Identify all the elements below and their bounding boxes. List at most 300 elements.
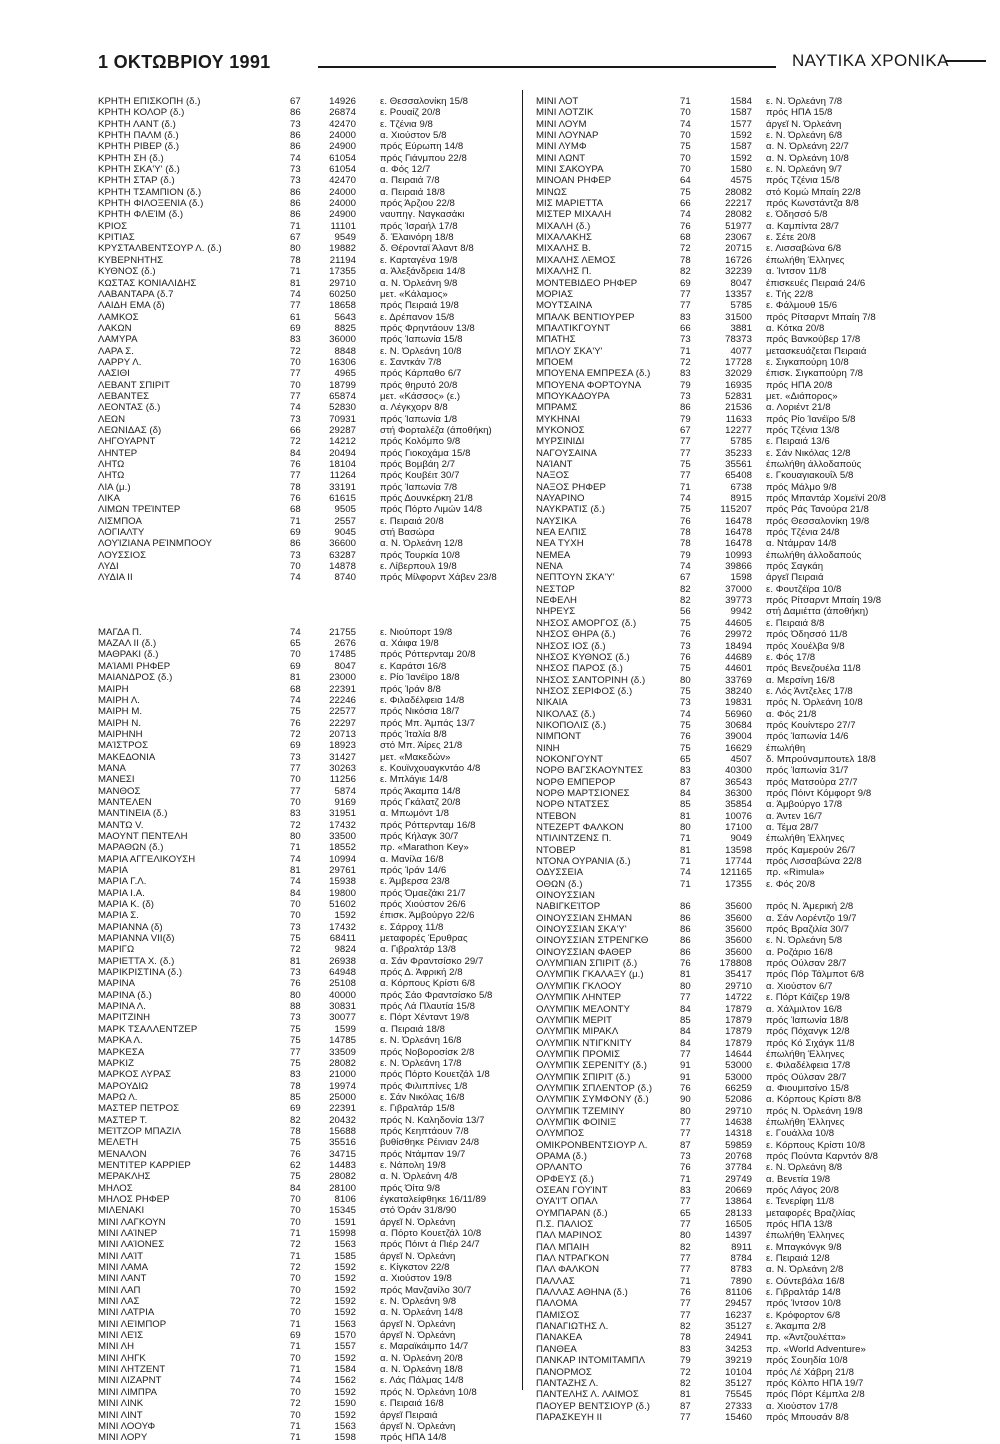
ship-row xyxy=(98,175,518,186)
ship-position: πρός Ίσραήλ 17/8 xyxy=(380,220,458,232)
ship-position: πρός Σάο Φραντσίσκο 5/8 xyxy=(380,989,493,1001)
ship-row xyxy=(530,1389,970,1400)
ship-name: ΜΑΡΙΝΑ xyxy=(98,978,136,990)
ship-tonnage: 35854 xyxy=(725,799,752,811)
ship-row xyxy=(530,1367,970,1378)
ship-position: μετ. «Διάπορος» xyxy=(766,390,838,402)
ship-year: 74 xyxy=(290,876,301,888)
ship-name: ΜΑΡΙΕΤΤΑ Χ. (δ.) xyxy=(98,955,175,967)
ship-name: ΠΑΛ ΝΤΡΑΓΚΟΝ xyxy=(536,1253,610,1265)
ship-tonnage: 53000 xyxy=(725,1060,752,1072)
ship-row xyxy=(98,865,518,876)
ship-tonnage: 1592 xyxy=(334,1386,356,1398)
ship-position: βυθίσθηκε Ρέινιαν 24/8 xyxy=(380,1137,480,1149)
ship-tonnage: 9045 xyxy=(334,527,356,539)
ship-row xyxy=(98,243,518,254)
ship-tonnage: 12277 xyxy=(725,424,752,436)
ship-position: ε. Πόρτ Κάϊζερ 19/8 xyxy=(766,992,850,1004)
ship-row xyxy=(98,661,518,672)
ship-tonnage: 28082 xyxy=(725,186,752,198)
ship-tonnage: 26938 xyxy=(329,955,356,967)
ship-row xyxy=(530,278,970,289)
ship-row xyxy=(530,822,970,833)
ship-row xyxy=(530,527,970,538)
ship-year: 77 xyxy=(680,1048,691,1060)
ship-position: ε. Σάν Νικόλας 12/8 xyxy=(766,447,851,459)
ship-row xyxy=(98,1092,518,1103)
ship-position: πρός Νοβοροσίσκ 2/8 xyxy=(380,1046,475,1058)
ship-year: 77 xyxy=(680,1253,691,1265)
ship-tonnage: 28133 xyxy=(725,1207,752,1219)
ship-year: 76 xyxy=(290,493,301,505)
ship-year: 75 xyxy=(680,719,691,731)
ship-year: 75 xyxy=(680,186,691,198)
ship-position: ε. Φός 17/8 xyxy=(766,651,816,663)
ship-position: πρός Ούλσαν 28/7 xyxy=(766,1071,847,1083)
ship-tonnage: 1557 xyxy=(334,1341,356,1353)
ship-name: ΟΛΥΜΠΙΚ ΣΠΙΡΙΤ (δ.) xyxy=(536,1071,631,1083)
ship-tonnage: 29710 xyxy=(725,980,752,992)
ship-name: ΛΥΔΙ xyxy=(98,561,119,573)
ship-position: μετ. «Κάσσος» (ε.) xyxy=(380,390,461,402)
ship-year: 70 xyxy=(680,107,691,119)
ship-tonnage: 1592 xyxy=(730,130,752,142)
ship-position: ε. Μαραϊκάιμπο 14/7 xyxy=(380,1341,469,1353)
ship-tonnage: 18658 xyxy=(329,300,356,312)
ship-position: ε. Ρίο Ίανέϊρο 18/8 xyxy=(380,672,460,684)
ship-row xyxy=(530,425,970,436)
ship-tonnage: 36000 xyxy=(329,334,356,346)
ship-tonnage: 32239 xyxy=(725,266,752,278)
ship-name: ΜΑΖΑΛ ΙΙ (δ.) xyxy=(98,638,157,650)
ship-name: ΚΡΗΤΗ ΡΙΒΕΡ (δ.) xyxy=(98,141,180,153)
ship-position: πρ. «Marathon Key» xyxy=(380,842,469,854)
ship-position: ναυπηγ. Ναγκασάκι xyxy=(380,209,465,221)
ship-row xyxy=(98,516,518,527)
ship-row xyxy=(530,504,970,515)
ship-tonnage: 1592 xyxy=(334,910,356,922)
ship-tonnage: 33769 xyxy=(725,674,752,686)
ship-name: ΛΗΤΩ xyxy=(98,470,125,482)
ship-tonnage: 31500 xyxy=(725,311,752,323)
ship-tonnage: 1592 xyxy=(334,1307,356,1319)
ship-year: 70 xyxy=(290,379,301,391)
ship-row xyxy=(98,1262,518,1273)
ship-tonnage: 1598 xyxy=(334,1432,356,1444)
ship-year: 76 xyxy=(290,1148,301,1160)
ship-name: ΟΙΝΟΥΣΣΙΑΝ xyxy=(536,890,595,902)
ship-tonnage: 14644 xyxy=(725,1048,752,1060)
ship-row xyxy=(530,595,970,606)
ship-row xyxy=(530,856,970,867)
ship-year: 73 xyxy=(290,1012,301,1024)
ship-position: πρός ΗΠΑ 13/8 xyxy=(766,1219,833,1231)
ship-year: 77 xyxy=(290,300,301,312)
ship-position: στή Δαμιέττα (άποθήκη) xyxy=(766,606,869,618)
ship-name: ΜΙΝΙ ΛΗΤΖΕΝΤ xyxy=(98,1364,166,1376)
ship-name: ΜΙΝΙ ΣΑΚΟΥΡΑ xyxy=(536,164,604,176)
ship-name: ΚΡΗΤΗ ΣΗ (δ.) xyxy=(98,152,164,164)
ship-position: πρός Όμαεζάκι 21/7 xyxy=(380,887,466,899)
ship-row xyxy=(530,1321,970,1332)
ship-name: ΛΕΒΑΝΤ ΣΠΙΡΙΤ xyxy=(98,379,170,391)
ship-row xyxy=(98,1273,518,1284)
ship-position: ε. Καρταγένα 19/8 xyxy=(380,254,458,266)
ship-row xyxy=(98,1228,518,1239)
ship-position: πρός Μπαντάρ Χομεϊνί 20/8 xyxy=(766,493,887,505)
ship-name: ΝΑΞΟΣ xyxy=(536,470,570,482)
ship-year: 70 xyxy=(290,796,301,808)
ship-row xyxy=(530,198,970,209)
ship-row xyxy=(98,357,518,368)
ship-row xyxy=(530,709,970,720)
ship-year: 73 xyxy=(680,697,691,709)
ship-tonnage: 18799 xyxy=(329,379,356,391)
ship-year: 74 xyxy=(680,493,691,505)
ship-row xyxy=(530,663,970,674)
ship-position: πρός Ρίο Ίανέϊρο 5/8 xyxy=(766,413,856,425)
ship-tonnage: 22297 xyxy=(329,717,356,729)
ship-year: 71 xyxy=(290,1341,301,1353)
ship-row xyxy=(530,913,970,924)
ship-year: 70 xyxy=(290,1273,301,1285)
ship-row xyxy=(98,312,518,323)
ship-name: ΜΗΛΟΣ xyxy=(98,1182,133,1194)
ship-year: 78 xyxy=(290,1080,301,1092)
ship-position: πρός Γιάνμπου 22/8 xyxy=(380,152,467,164)
ship-tonnage: 51977 xyxy=(725,220,752,232)
ship-row xyxy=(98,107,518,118)
ship-row xyxy=(530,243,970,254)
ship-position: πρός Κόλπο ΗΠΑ 19/7 xyxy=(766,1377,864,1389)
ship-position: ε. Μπαγκόνγκ 9/8 xyxy=(766,1241,842,1253)
ship-name: ΜΙΧΑΛΗΣ Β. xyxy=(536,243,591,255)
ship-tonnage: 7890 xyxy=(730,1275,752,1287)
ship-row xyxy=(98,1364,518,1375)
ship-tonnage: 1570 xyxy=(334,1330,356,1342)
ship-tonnage: 24900 xyxy=(329,141,356,153)
ship-row xyxy=(530,119,970,130)
ship-position: ε. Φιλαδέλφεια 17/8 xyxy=(766,1060,851,1072)
ship-year: 81 xyxy=(290,865,301,876)
ship-name: ΜΙΝΙ ΛΑΠ xyxy=(98,1284,141,1296)
ship-name: ΛΑΒΑΝΤΑΡΑ (δ.7 xyxy=(98,288,174,300)
ship-year: 68 xyxy=(290,504,301,516)
ship-row xyxy=(98,572,518,583)
ship-year: 70 xyxy=(680,152,691,164)
ship-row xyxy=(530,1151,970,1162)
ship-position: ε. Φάλμουθ 15/6 xyxy=(766,300,838,312)
ship-position: α. Μερσίνη 16/8 xyxy=(766,674,835,686)
ship-year: 81 xyxy=(290,955,301,967)
ship-row xyxy=(98,922,518,933)
ship-position: πρός Ίταλία 8/8 xyxy=(380,728,447,740)
ship-year: 81 xyxy=(680,844,691,856)
ship-tonnage: 3881 xyxy=(730,322,752,334)
ship-position: πρός Λά Πλαυτία 15/8 xyxy=(380,1001,475,1013)
ship-tonnage: 11256 xyxy=(329,774,356,786)
ship-position: έπωλήθη Έλληνες xyxy=(766,1230,845,1242)
ship-year: 76 xyxy=(680,651,691,663)
ship-year: 71 xyxy=(680,833,691,845)
ship-position: ε. Ρουαίζ 20/8 xyxy=(380,107,441,119)
ship-tonnage: 9824 xyxy=(334,944,356,956)
ship-year: 86 xyxy=(290,107,301,119)
ship-year: 75 xyxy=(680,685,691,697)
ship-position: πρός Ίράν 8/8 xyxy=(380,683,441,695)
ship-year: 72 xyxy=(290,819,301,831)
ship-position: ε. Λίβερπουλ 19/8 xyxy=(380,561,457,573)
ship-row xyxy=(530,130,970,141)
ship-position: α. Βενετία 19/8 xyxy=(766,1173,831,1185)
ship-tonnage: 35600 xyxy=(725,935,752,947)
ship-name: ΚΡΥΣΤΑΛΒΕΝΤΣΟΥΡ Λ. (δ.) xyxy=(98,243,222,255)
ship-year: 72 xyxy=(290,436,301,448)
ship-year: 75 xyxy=(680,504,691,516)
ship-position: α. Τέμα 28/7 xyxy=(766,822,819,833)
ship-position: α. Ν. Όρλεάνη 2/8 xyxy=(766,1264,844,1276)
ship-year: 76 xyxy=(680,958,691,970)
ship-year: 83 xyxy=(680,311,691,323)
ship-tonnage: 9942 xyxy=(730,606,752,618)
ship-year: 71 xyxy=(680,856,691,868)
ship-name: ΚΡΙΤΙΑΣ xyxy=(98,232,135,244)
ship-position: πρός Τζένια 13/8 xyxy=(766,424,840,436)
ship-position: ε. Φιλαδέλφεια 14/8 xyxy=(380,694,465,706)
ship-position: ε. Σέτε 20/8 xyxy=(766,232,816,244)
ship-row xyxy=(98,718,518,729)
ship-tonnage: 32029 xyxy=(725,368,752,380)
ship-name: ΝΟΡΘ ΜΑΡΤΣΙΟΝΕΣ xyxy=(536,787,630,799)
ship-name: ΝΑΊΑΝΤ xyxy=(536,459,573,470)
ship-year: 76 xyxy=(680,220,691,232)
ship-position: α. Πειραιά 7/8 xyxy=(380,175,440,187)
ship-row xyxy=(530,153,970,164)
ship-year: 75 xyxy=(290,706,301,718)
ship-row xyxy=(530,391,970,402)
ship-tonnage: 53000 xyxy=(725,1071,752,1083)
ship-position: ε. Πειραιά 13/6 xyxy=(766,436,830,448)
ship-name: ΜΕΝΑΛΟΝ xyxy=(98,1148,147,1160)
ship-name: ΟΣΕΑΝ ΓΟΥΊΝΤ xyxy=(536,1185,608,1196)
ship-year: 79 xyxy=(680,549,691,561)
ship-list-section xyxy=(98,96,518,584)
ship-position: έπωλήθη άλλοδαπούς xyxy=(766,459,862,470)
ship-year: 81 xyxy=(680,969,691,981)
ship-tonnage: 27333 xyxy=(725,1400,752,1412)
ship-name: ΝΙΚΑΙΑ xyxy=(536,697,568,709)
ship-year: 80 xyxy=(290,243,301,255)
ship-name: ΜΟΝΤΕΒΙΔΕΟ ΡΗΦΕΡ xyxy=(536,277,638,289)
ship-row xyxy=(98,1217,518,1228)
ship-name: ΝΑΓΟΥΣΑΙΝΑ xyxy=(536,447,597,459)
ship-tonnage: 8106 xyxy=(334,1193,356,1205)
ship-tonnage: 25108 xyxy=(329,978,356,990)
ship-name: ΝΟΡΘ ΒΑΓΣΚΑΟΥΝΤΕΣ xyxy=(536,765,644,777)
ship-year: 78 xyxy=(290,1125,301,1137)
ship-row xyxy=(98,346,518,357)
ship-position: α. Μπωμόντ 1/8 xyxy=(380,808,449,820)
ship-name: ΟΙΝΟΥΣΣΙΑΝ ΣΚΑ'Υ' xyxy=(536,924,627,936)
ship-position: α. Πειραιά 18/8 xyxy=(380,186,445,198)
ship-position: πρός Βανκούβερ 17/8 xyxy=(766,334,861,346)
ship-year: 86 xyxy=(290,186,301,198)
ship-row xyxy=(530,879,970,890)
ship-name: ΝΗΣΟΣ ΙΟΣ (δ.) xyxy=(536,640,606,652)
ship-year: 86 xyxy=(680,912,691,924)
ship-position: ε. Όδησσό 5/8 xyxy=(766,209,828,221)
ship-tonnage: 34715 xyxy=(329,1148,356,1160)
ship-year: 76 xyxy=(680,731,691,743)
ship-position: α. Άλεξάνδρεια 14/8 xyxy=(380,266,466,278)
ship-position: πρός Πειραιά 19/8 xyxy=(380,300,459,312)
ship-name: ΛΕΟΝΤΑΣ (δ.) xyxy=(98,402,161,414)
ship-position: πρός Ν. Όρλεάνη 19/8 xyxy=(766,1105,863,1117)
ship-position: ε. Λός Άντζελες 17/8 xyxy=(766,685,853,697)
ship-row xyxy=(98,221,518,232)
ship-tonnage: 29972 xyxy=(725,629,752,641)
ship-year: 70 xyxy=(290,1193,301,1205)
ship-position: α. Λοριέντ 21/8 xyxy=(766,402,831,414)
ship-name: ΜΑΓΔΑ Π. xyxy=(98,626,142,638)
ship-position: ε. Νιούπορτ 19/8 xyxy=(380,626,453,638)
ship-year: 74 xyxy=(290,626,301,638)
ship-row xyxy=(98,1103,518,1114)
ship-year: 71 xyxy=(680,481,691,493)
ship-name: ΟΡΦΕΥΣ (δ.) xyxy=(536,1173,594,1185)
ship-position: ε. Ν. Όρλεάνη 10/8 xyxy=(380,345,462,357)
ship-row xyxy=(98,808,518,819)
ship-tonnage: 16726 xyxy=(725,254,752,266)
ship-row xyxy=(530,289,970,300)
ship-row xyxy=(98,130,518,141)
ship-position: πρός Όίτα 9/8 xyxy=(380,1182,441,1194)
ship-row xyxy=(98,1432,518,1443)
ship-row xyxy=(530,561,970,572)
ship-position: ε. Ν. Όρλεάνη 5/8 xyxy=(766,935,843,947)
ship-tonnage: 17485 xyxy=(329,649,356,661)
ship-tonnage: 52086 xyxy=(725,1094,752,1106)
ship-year: 87 xyxy=(680,1139,691,1151)
ship-year: 72 xyxy=(680,243,691,255)
ship-name: ΟΥΜΠΑΡΑΝ (δ.) xyxy=(536,1207,608,1219)
ship-row xyxy=(98,1137,518,1148)
ship-tonnage: 36543 xyxy=(725,776,752,788)
ship-name: ΛΑΡΑ Σ. xyxy=(98,345,134,357)
ship-position: ε. Πειραιά 16/8 xyxy=(380,1398,444,1410)
ship-name: ΜΙΧΑΛΗΣ ΛΕΜΟΣ xyxy=(536,254,616,266)
ship-row xyxy=(98,209,518,220)
ship-row xyxy=(98,876,518,887)
ship-name: ΜΠΟΥΕΝΑ ΦΟΡΤΟΥΝΑ xyxy=(536,379,642,391)
ship-name: ΛΑΚΩΝ xyxy=(98,322,132,334)
ship-tonnage: 1592 xyxy=(334,1296,356,1308)
ship-position: α. Σάν Φραντσίσκο 29/7 xyxy=(380,955,484,967)
ship-row xyxy=(98,119,518,130)
ship-position: έπωλήθη Έλληνες xyxy=(766,833,845,845)
ship-year: 74 xyxy=(290,1375,301,1387)
ship-name: ΟΛΥΜΠΙΑΝ ΣΠΙΡΙΤ (δ.) xyxy=(536,958,638,970)
ship-row xyxy=(530,175,970,186)
ship-row xyxy=(98,1205,518,1216)
ship-name: ΜΑΝΘΟΣ xyxy=(98,785,141,797)
ship-name: ΜΑΡΚ ΤΣΑΛΛΕΝΤΖΕΡ xyxy=(98,1023,198,1035)
ship-position: πρός Ίαπωνία 18/8 xyxy=(766,1014,849,1026)
ship-tonnage: 4575 xyxy=(730,175,752,187)
ship-position: πρός Κουίντερο 27/7 xyxy=(766,719,856,731)
ship-name: ΛΟΥΣΣΙΟΣ xyxy=(98,549,147,561)
ship-name: ΜΙΝΙ ΛΑΣ xyxy=(98,1296,140,1308)
ship-row xyxy=(98,1024,518,1035)
ship-name: ΛΗΓΟΥΑΡΝΤ xyxy=(98,436,156,448)
ship-tonnage: 19882 xyxy=(329,243,356,255)
ship-name: ΜΑΡΙΑΝΝΑ (δ) xyxy=(98,921,163,933)
ship-row xyxy=(530,493,970,504)
ship-position: α. Άντεν 16/7 xyxy=(766,810,823,822)
ship-position: α. Φός 12/7 xyxy=(380,164,431,176)
ship-year: 76 xyxy=(680,629,691,641)
ship-year: 79 xyxy=(680,1355,691,1367)
ship-year: 77 xyxy=(680,300,691,312)
ship-row xyxy=(98,933,518,944)
ship-year: 77 xyxy=(680,1219,691,1231)
ship-year: 70 xyxy=(290,1352,301,1364)
ship-name: ΝΙΜΠΟΝΤ xyxy=(536,731,582,743)
ship-position: πρός Ούλσαν 28/7 xyxy=(766,958,847,970)
ship-year: 76 xyxy=(680,1162,691,1174)
ship-tonnage: 121165 xyxy=(720,867,752,879)
ship-year: 70 xyxy=(290,1205,301,1217)
ship-row xyxy=(530,867,970,878)
ship-row xyxy=(530,958,970,969)
ship-row xyxy=(98,820,518,831)
ship-name: ΟΛΥΜΠΙΚ ΤΖΕΜΙΝΥ xyxy=(536,1105,625,1117)
ship-position: πρός Δουνκέρκη 21/8 xyxy=(380,493,473,505)
ship-name: ΠΑΛΛΑΣ xyxy=(536,1275,575,1287)
ship-row xyxy=(530,731,970,742)
ship-position: α. Κόρπους Κρίστι 8/8 xyxy=(766,1094,862,1106)
ship-year: 75 xyxy=(290,1057,301,1069)
ship-name: ΟΙΝΟΥΣΣΙΑΝ ΣΤΡΕΝΓΚΘ xyxy=(536,935,649,947)
ship-year: 80 xyxy=(680,980,691,992)
ship-year: 73 xyxy=(290,921,301,933)
ship-position: ε. Σάν Νικόλας 16/8 xyxy=(380,1091,465,1103)
ship-year: 71 xyxy=(290,220,301,232)
ship-position: άργεῖ Ν. Όρλεάνη xyxy=(380,1250,456,1262)
ship-name: ΜΙΝΙ ΛΗΓΚ xyxy=(98,1352,146,1364)
ship-tonnage: 9169 xyxy=(334,796,356,808)
ship-tonnage: 13864 xyxy=(725,1196,752,1208)
ship-tonnage: 13598 xyxy=(725,844,752,856)
ship-position: α. Σάν Λορέντζο 19/7 xyxy=(766,912,857,924)
ship-name: ΠΑΝΘΕΑ xyxy=(536,1343,577,1355)
ship-position: πρός Γκάλατζ 20/8 xyxy=(380,796,461,808)
ship-position: άργεῖ Ν. Όρλεάνη xyxy=(380,1420,456,1432)
ship-name: ΛΗΝΤΕΡ xyxy=(98,447,138,459)
ship-row xyxy=(530,584,970,595)
ship-year: 86 xyxy=(680,402,691,414)
ship-row xyxy=(98,910,518,921)
ship-year: 73 xyxy=(680,390,691,402)
ship-name: ΜΙΝΙ ΛΑΓΚΟΥΝ xyxy=(98,1216,166,1228)
ship-year: 86 xyxy=(680,935,691,947)
ship-position: πρός Φιλιππίνες 1/8 xyxy=(380,1080,468,1092)
ship-name: ΛΑΣΙΘΙ xyxy=(98,368,130,380)
ship-tonnage: 15345 xyxy=(329,1205,356,1217)
ship-row xyxy=(98,1035,518,1046)
ship-row xyxy=(98,854,518,865)
ship-name: ΜΙΝΙ ΛΑΝΤ xyxy=(98,1273,147,1285)
